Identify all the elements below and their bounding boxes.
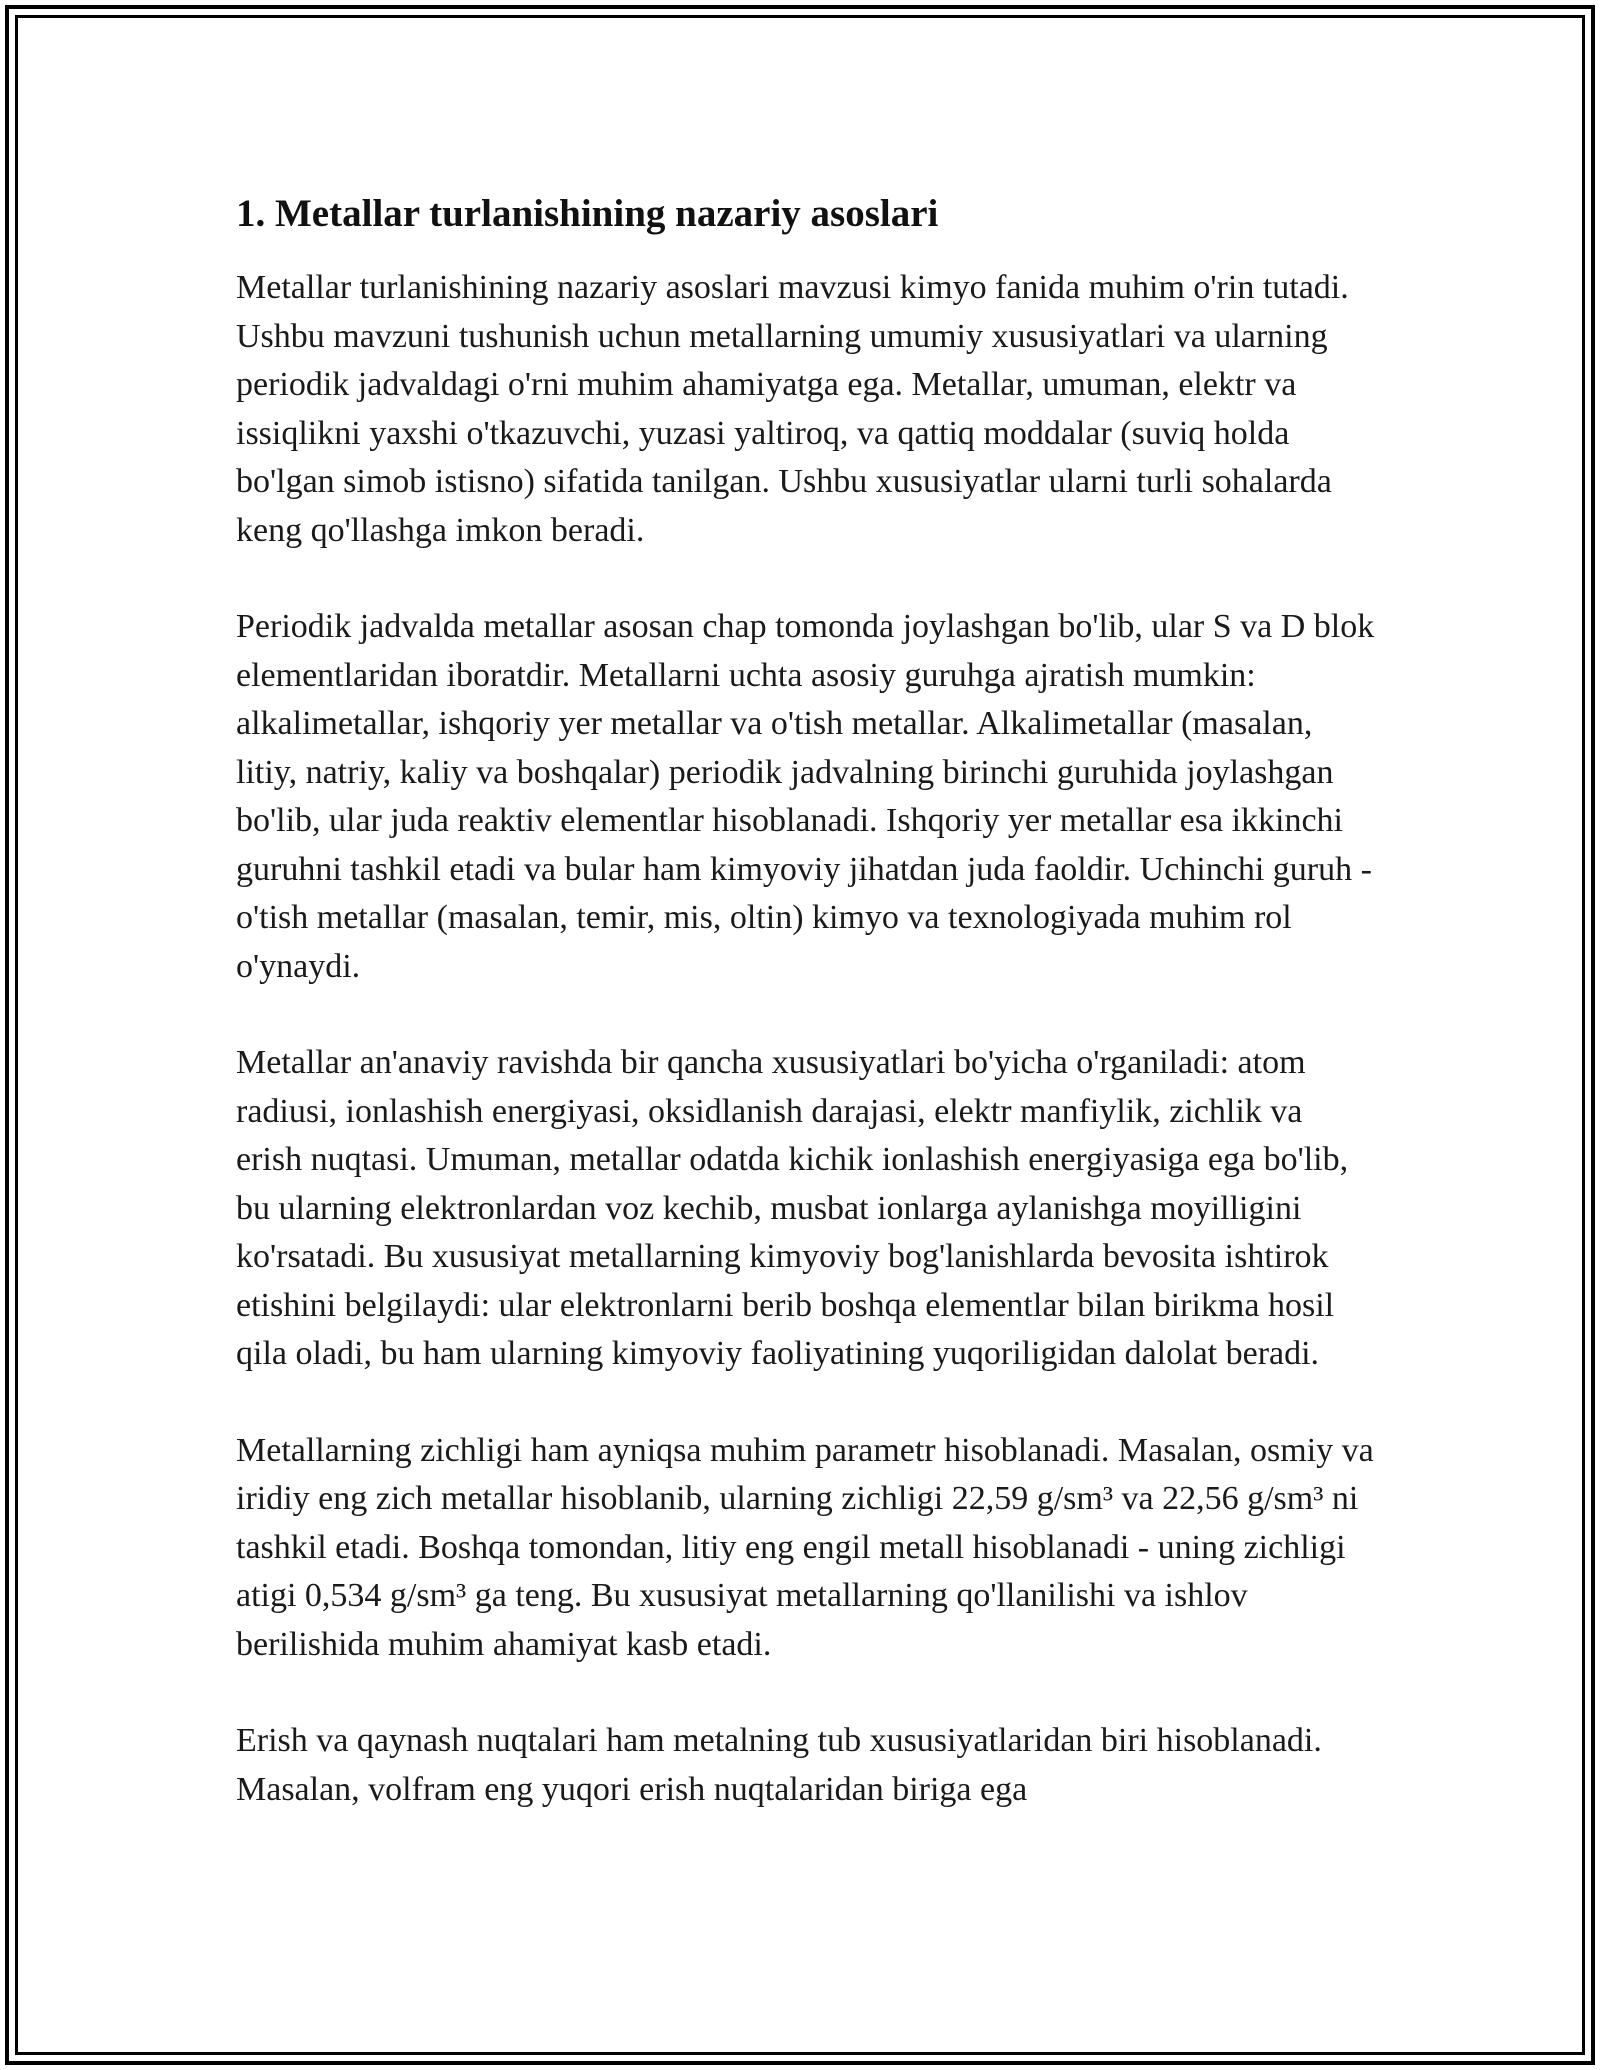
paragraph-3: Metallar an'anaviy ravishda bir qancha xususiyatlari bo'yicha o'rganiladi: atom radiusi, ionlashish energiyasi, oksidlanish darajasi, elektr manfiylik, zichlik va erish nuqtasi. Umuman, metallar odatda kichik ionlashish energiyasiga ega bo'lib, bu ularning elektronlardan voz kechib, musbat ionlarga aylanishga moyilligini ko'rsatadi. Bu xususiyat metallarning kimyoviy bog'lanishlarda bevosita ishtirok etishini belgilaydi: ular elektronlarni berib boshqa elementlar bilan birikma hosil qila oladi, bu ham ularning kimyoviy faoliyatining yuqoriligidan dalolat beradi. [236,1044,1349,1372]
paragraph-5: Erish va qaynash nuqtalari ham metalning tub xususiyatlaridan biri hisoblanadi. Masalan, volfram eng yuqori erish nuqtalaridan biriga ega [236,1722,1322,1808]
paragraph-2: Periodik jadvalda metallar asosan chap tomonda joylashgan bo'lib, ular S va D blok elementlaridan iboratdir. Metallarni uchta asosiy guruhga ajratish mumkin: alkalimetallar, ishqoriy yer metallar va o'tish metallar. Alkalimetallar (masalan, litiy, natriy, kaliy va boshqalar) periodik jadvalning birinchi guruhida joylashgan bo'lib, ular juda reaktiv elementlar hisoblanadi. Ishqoriy yer metallar esa ikkinchi guruhni tashkil etadi va bular ham kimyoviy jihatdan juda faoldir. Uchinchi guruh - o'tish metallar (masalan, temir, mis, oltin) kimyo va texnologiyada muhim rol o'ynaydi. [236,608,1375,985]
document-content [236,186,1376,1862]
paragraph-1: Metallar turlanishining nazariy asoslari mavzusi kimyo fanida muhim o'rin tutadi. Ushbu mavzuni tushunish uchun metallarning umumiy xususiyatlari va ularning periodik jadvaldagi o'rni muhim ahamiyatga ega. Metallar, umuman, elektr va issiqlikni yaxshi o'tkazuvchi, yuzasi yaltiroq, va qattiq moddalar (suviq holda bo'lgan simob istisno) sifatida tanilgan. Ushbu xususiyatlar ularni turli sohalarda keng qo'llashga imkon beradi. [236,269,1349,549]
section-heading: 1. Metallar turlanishining nazariy asoslari [236,192,939,235]
paragraph-4: Metallarning zichligi ham ayniqsa muhim parametr hisoblanadi. Masalan, osmiy va iridiy eng zich metallar hisoblanib, ularning zichligi 22,59 g/sm³ va 22,56 g/sm³ ni tashkil etadi. Boshqa tomondan, litiy eng engil metall hisoblanadi - uning zichligi atigi 0,534 g/sm³ ga teng. Bu xususiyat metallarning qo'llanilishi va ishlov berilishida muhim ahamiyat kasb etadi. [236,1431,1374,1663]
